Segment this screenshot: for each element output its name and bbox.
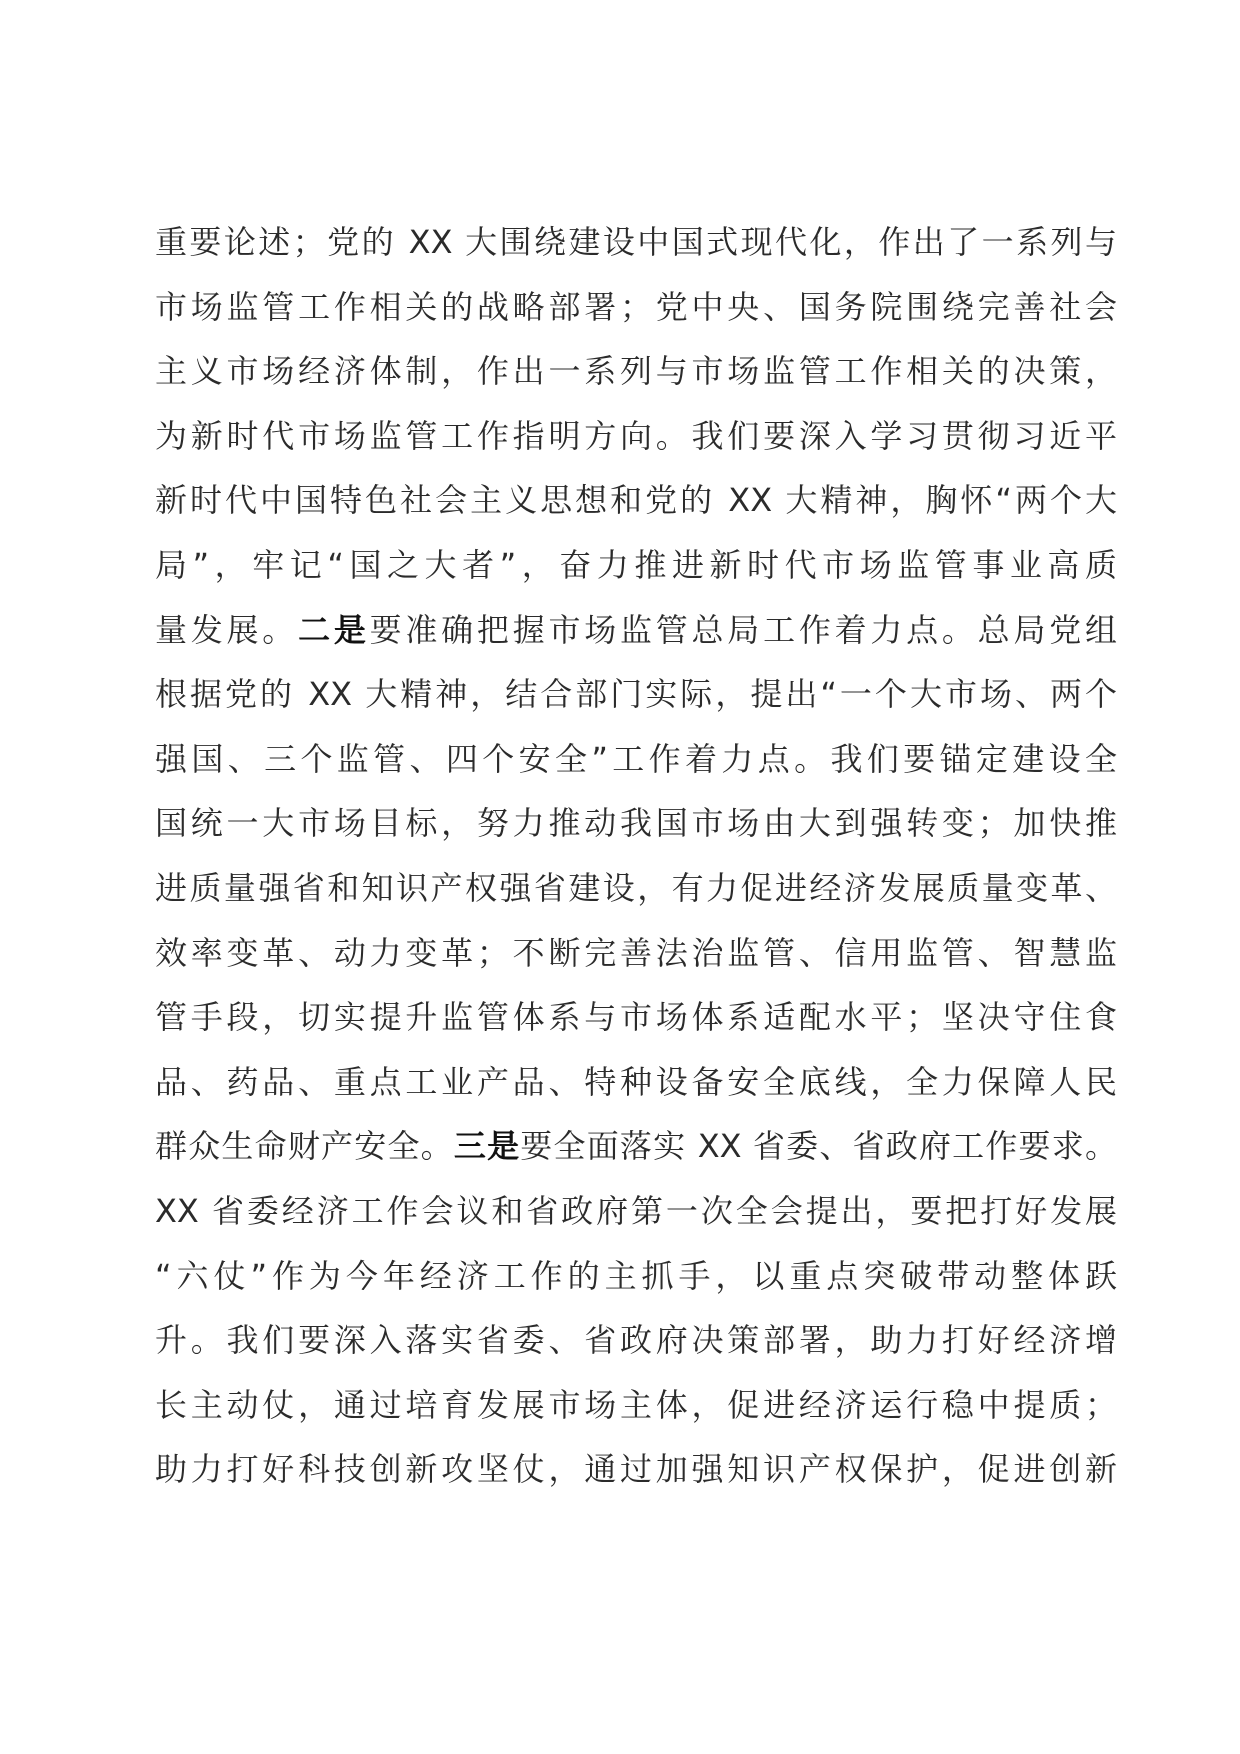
text-line: [155, 856, 1117, 921]
text-run: 强国、三个监管、四个安全”工作着力点。我们要锚定建设全: [155, 739, 1117, 778]
text-line: [155, 210, 1117, 275]
text-line: [155, 275, 1117, 340]
text-line: [155, 791, 1117, 856]
emphasis-marker: 二是: [298, 610, 370, 649]
text-line: [155, 662, 1117, 727]
text-run: 升。我们要深入落实省委、省政府决策部署，助力打好经济增: [155, 1321, 1117, 1360]
text-run: 管手段，切实提升监管体系与市场体系适配水平；坚决守住食: [155, 998, 1117, 1037]
text-run: 进质量强省和知识产权强省建设，有力促进经济发展质量变革、: [155, 868, 1117, 907]
text-line: [155, 921, 1117, 986]
text-line: [155, 727, 1117, 792]
emphasis-marker: 三是: [453, 1127, 521, 1166]
text-run: “六仗”作为今年经济工作的主抓手，以重点突破带动整体跃: [155, 1256, 1117, 1295]
text-line: [155, 1179, 1117, 1244]
text-run: XX 省委经济工作会议和省政府第一次全会提出，要把打好发展: [155, 1191, 1117, 1230]
text-line: [155, 598, 1117, 663]
text-run: 市场监管工作相关的战略部署；党中央、国务院围绕完善社会: [155, 287, 1117, 326]
text-run: 新时代中国特色社会主义思想和党的 XX 大精神，胸怀“两个大: [155, 481, 1117, 520]
text-line: [155, 1308, 1117, 1373]
text-run: 群众生命财产安全。: [155, 1127, 454, 1166]
text-run: 助力打好科技创新攻坚仗，通过加强知识产权保护，促进创新: [155, 1450, 1117, 1489]
text-run: 重要论述；党的 XX 大围绕建设中国式现代化，作出了一系列与: [155, 223, 1117, 261]
text-line: [155, 985, 1117, 1050]
text-line: [155, 404, 1117, 469]
text-run: 为新时代市场监管工作指明方向。我们要深入学习贯彻习近平: [155, 416, 1117, 455]
text-run: 量发展。: [155, 610, 299, 649]
text-run: 主义市场经济体制，作出一系列与市场监管工作相关的决策，: [155, 352, 1117, 391]
text-run: 长主动仗，通过培育发展市场主体，促进经济运行稳中提质；: [155, 1385, 1117, 1424]
body-paragraph: [155, 210, 1117, 1502]
text-run: 效率变革、动力变革；不断完善法治监管、信用监管、智慧监: [155, 933, 1117, 972]
text-run: 品、药品、重点工业产品、特种设备安全底线，全力保障人民: [155, 1062, 1117, 1101]
text-run: 要准确把握市场监管总局工作着力点。总局党组: [369, 610, 1117, 649]
text-line: [155, 339, 1117, 404]
text-run: 局”，牢记“国之大者”，奋力推进新时代市场监管事业高质: [155, 545, 1117, 584]
text-run: 国统一大市场目标，努力推动我国市场由大到强转变；加快推: [155, 804, 1117, 843]
text-line: [155, 1244, 1117, 1309]
text-line: [155, 1114, 1117, 1179]
text-run: 根据党的 XX 大精神，结合部门实际，提出“一个大市场、两个: [155, 675, 1117, 714]
text-run: 要全面落实 XX 省委、省政府工作要求。: [520, 1127, 1117, 1166]
text-line: [155, 1050, 1117, 1115]
text-line: [155, 533, 1117, 598]
text-line: [155, 1437, 1117, 1502]
text-line: [155, 1373, 1117, 1438]
text-line: [155, 468, 1117, 533]
